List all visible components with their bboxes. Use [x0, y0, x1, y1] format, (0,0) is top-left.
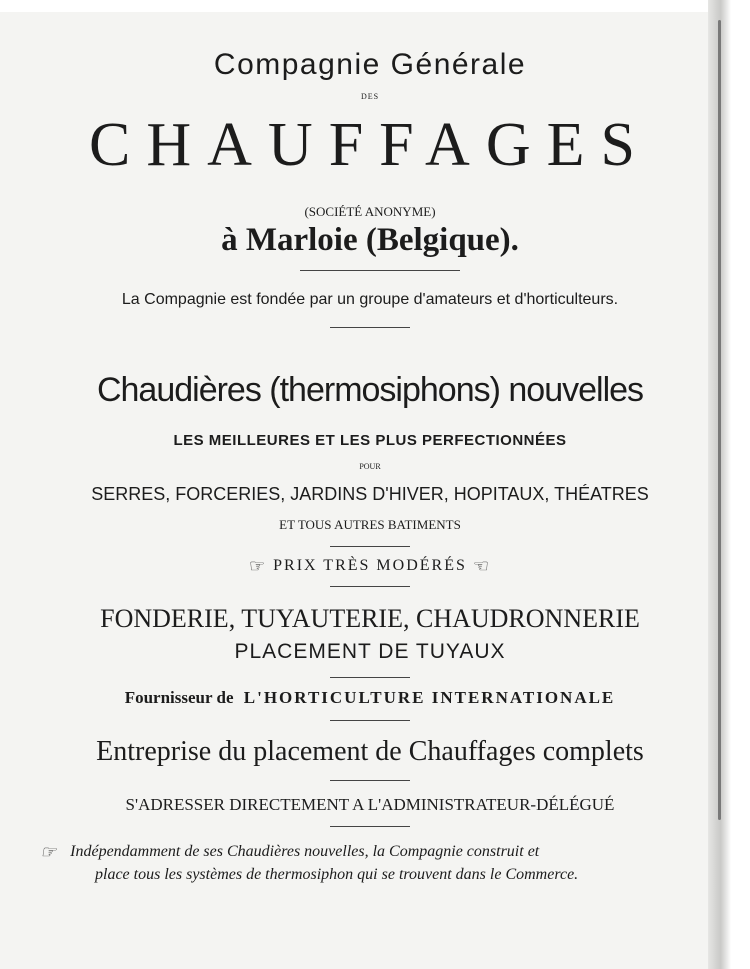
pointing-hand-right-icon: ☞	[248, 556, 268, 576]
supplier-name: L'HORTICULTURE INTERNATIONALE	[243, 688, 616, 707]
chauffages-title: CHAUFFAGES	[89, 111, 651, 179]
company-name-line: Compagnie Générale	[213, 48, 527, 81]
des-label: DES	[360, 92, 380, 101]
prices-line	[40, 556, 700, 577]
societe-anonyme: (SOCIÉTÉ ANONYME)	[304, 204, 436, 219]
note-text-1: Indépendamment de ses Chaudières nouvelles, la Compagnie construit et	[70, 843, 540, 861]
divider	[330, 546, 410, 547]
divider	[330, 677, 410, 678]
note-line-2: place tous les systèmes de thermosiphon qui se trouvent dans le Commerce.	[95, 866, 579, 883]
pointing-hand-right-icon: ☞	[40, 842, 57, 862]
supplier-prefix: Fournisseur de	[124, 688, 234, 707]
prices-label: PRIX TRÈS MODÉRÉS	[273, 557, 467, 575]
divider	[330, 327, 410, 328]
location: à Marloie (Belgique).	[221, 222, 519, 258]
divider	[330, 720, 410, 721]
divider	[330, 586, 410, 587]
divider	[300, 270, 460, 271]
tagline: LES MEILLEURES ET LES PLUS PERFECTIONNÉES	[173, 432, 567, 449]
divider	[330, 780, 410, 781]
scan-margin	[0, 0, 708, 12]
enterprise-line: Entreprise du placement de Chauffages complets	[96, 736, 644, 767]
others-line: ET TOUS AUTRES BATIMENTS	[279, 517, 461, 532]
uses-line: SERRES, FORCERIES, JARDINS D'HIVER, HOPITAUX, THÉATRES	[91, 484, 649, 504]
supplier-line	[40, 688, 700, 708]
note-line-1	[40, 842, 700, 863]
page-edge	[708, 0, 750, 969]
services-line-1: FONDERIE, TUYAUTERIE, CHAUDRONNERIE	[100, 604, 640, 633]
intro-line: La Compagnie est fondée par un groupe d'amateurs et d'horticulteurs.	[121, 291, 619, 308]
pointing-hand-left-icon: ☜	[472, 556, 491, 576]
headline: Chaudières (thermosiphons) nouvelles	[96, 371, 644, 409]
page-edge-shadow	[718, 20, 721, 820]
services-line-2: PLACEMENT DE TUYAUX	[234, 640, 506, 663]
contact-line: S'ADRESSER DIRECTEMENT A L'ADMINISTRATEUR-DÉLÉGUÉ	[125, 795, 615, 814]
pour-label: POUR	[359, 462, 381, 471]
divider	[330, 826, 410, 827]
